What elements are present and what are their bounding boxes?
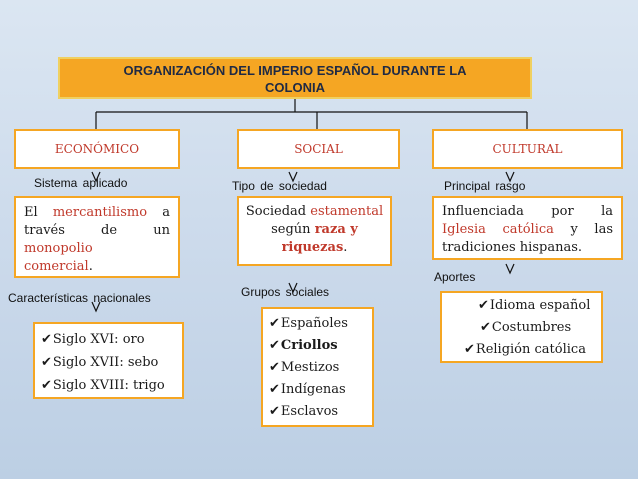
list-item-text: Idioma español [489,298,591,313]
label-tipo: Tipo de sociedad [232,179,327,193]
list-item-text: Siglo XVIII: trigo [52,378,165,393]
check-icon: ✔ [269,338,280,353]
title-line-1: ORGANIZACIÓN DEL IMPERIO ESPAÑOL DURANTE LA [123,63,467,78]
list-item [41,328,176,351]
text-line: tradiciones hispanas. [442,240,583,255]
check-icon: ✔ [478,298,489,313]
highlight-iglesia: Iglesia católica [442,222,554,237]
list-item [448,317,595,339]
cultural-description [432,196,623,260]
text-segment: según [271,222,315,237]
list-item-text: Mestizos [280,360,340,375]
list-item-text: Españoles [280,316,348,331]
social-description [237,196,392,266]
down-arrow-icon [506,264,514,273]
list-item-text: Criollos [280,338,338,353]
label-sistema: Sistema aplicado [34,176,128,190]
highlight-raza-riquezas: raza y riquezas [281,222,358,255]
category-economico [14,129,180,169]
label-principal: Principal rasgo [444,179,526,193]
highlight-comercial: comercial [24,259,89,274]
text-segment: . [343,240,348,255]
economico-description [14,196,180,278]
list-item [448,295,595,317]
highlight-estamental: estamental [310,204,384,219]
highlight-monopolio: monopolio [24,241,93,256]
list-item-text: Costumbres [491,320,572,335]
label-aportes: Aportes [434,270,476,284]
list-item [41,351,176,374]
list-item [269,335,366,357]
check-icon: ✔ [41,355,52,370]
list-item [448,339,595,361]
check-icon: ✔ [269,404,280,419]
cultural-list [440,291,603,363]
category-economico-label: ECONÓMICO [54,142,140,156]
title-line-2: COLONIA [265,80,325,95]
check-icon: ✔ [41,378,52,393]
check-icon: ✔ [269,316,280,331]
text-segment: Sociedad [245,204,311,219]
list-item [41,374,176,397]
text-line: través de un [24,223,170,238]
list-item [269,313,366,335]
category-cultural [432,129,623,169]
check-icon: ✔ [480,320,491,335]
list-item-text: Siglo XVI: oro [52,332,145,347]
label-grupos: Grupos sociales [241,285,330,299]
text-segment: . [88,259,93,274]
list-item-text: Siglo XVII: sebo [52,355,159,370]
list-item [269,379,366,401]
list-item-text: Esclavos [280,404,339,419]
list-item-text: Religión católica [475,342,586,357]
label-caracteristicas: Características nacionales [8,291,151,305]
check-icon: ✔ [269,360,280,375]
check-icon: ✔ [464,342,475,357]
social-list [261,307,374,427]
category-social [237,129,400,169]
economico-list [33,322,184,399]
diagram-title [58,57,532,99]
list-item-text: Indígenas [280,382,346,397]
check-icon: ✔ [269,382,280,397]
check-icon: ✔ [41,332,52,347]
list-item [269,401,366,423]
category-cultural-label: CULTURAL [492,142,563,156]
text-segment: y las [553,222,613,237]
text-segment: a [147,205,170,220]
category-social-label: SOCIAL [294,142,343,156]
highlight-mercantilismo: mercantilismo [52,205,148,220]
text-segment: El [24,205,53,220]
list-item [269,357,366,379]
text-line: Influenciada por la [442,204,613,219]
